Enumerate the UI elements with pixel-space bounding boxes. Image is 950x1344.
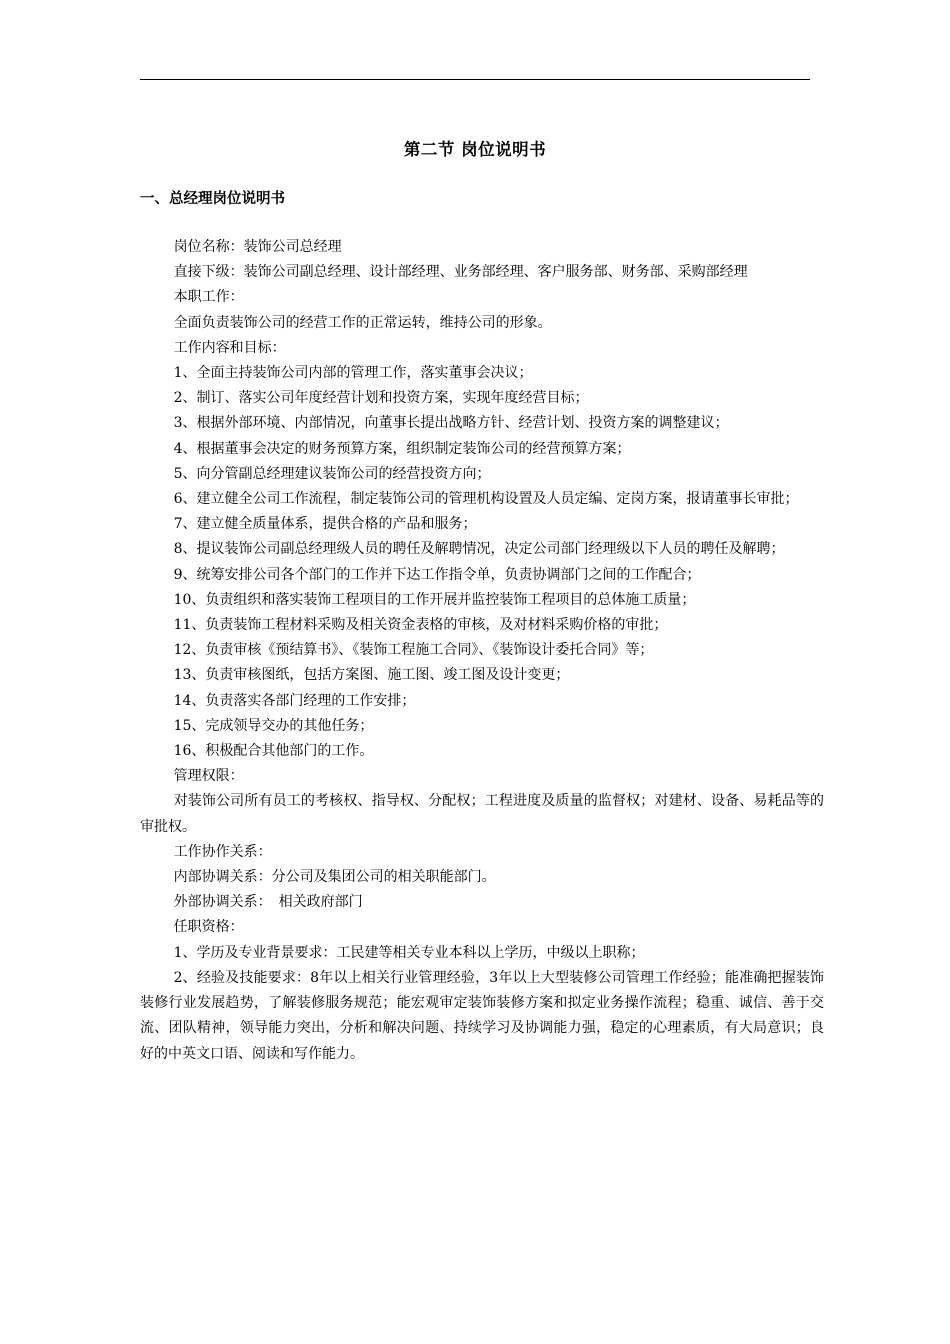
sub-heading: 一、总经理岗位说明书 [140, 191, 285, 207]
paragraph-position-name: 岗位名称：装饰公司总经理 [173, 239, 342, 255]
paragraph-authority-heading: 管理权限： [173, 768, 244, 785]
list-item: 4、根据董事会决定的财务预算方案，组织制定装饰公司的经营预算方案； [173, 440, 631, 457]
list-item: 2、经验及技能要求：8年以上相关行业管理经验，3年以上大型装修公司管理工作经验；能准确把握装饰装修行业发展趋势，了解装修服务规范；能宏观审定装饰装修方案和拟定业务操作流程；稳重、诚信、善于交流、团队精神，领导能力突出，分析和解决问题、持续学习及协调能力强，稳定的心理素质，有大局意识；良好的中英文口语、阅读和写作能力。 [140, 969, 824, 1062]
list-item: 10、负责组织和落实装饰工程项目的工作开展并监控装饰工程项目的总体施工质量； [173, 591, 696, 608]
paragraph-qualification-heading: 任职资格： [173, 919, 244, 936]
list-item: 13、负责审核图纸，包括方案图、施工图、竣工图及设计变更； [173, 667, 570, 684]
paragraph-cooperation-heading: 工作协作关系： [173, 843, 272, 860]
list-item: 3、根据外部环境、内部情况，向董事长提出战略方针、经营计划、投资方案的调整建议； [173, 415, 729, 432]
paragraph-duty: 全面负责装饰公司的经营工作的正常运转，维持公司的形象。 [173, 314, 552, 331]
list-item: 15、完成领导交办的其他任务； [173, 717, 374, 734]
paragraph-external-coordination: 外部协调关系： 相关政府部门 [173, 894, 363, 911]
list-item: 1、学历及专业背景要求：工民建等相关专业本科以上学历，中级以上职称； [173, 944, 645, 961]
list-item: 16、积极配合其他部门的工作。 [173, 743, 374, 760]
header-rule [140, 79, 810, 80]
paragraph-authority: 对装饰公司所有员工的考核权、指导权、分配权；工程进度及质量的监督权；对建材、设备、易耗品等的审批权。 [140, 793, 824, 835]
list-item: 9、统筹安排公司各个部门的工作并下达工作指令单，负责协调部门之间的工作配合； [173, 566, 701, 583]
list-item: 7、建立健全质量体系，提供合格的产品和服务； [173, 516, 477, 533]
list-item: 5、向分管副总经理建议装饰公司的经营投资方向； [173, 465, 491, 482]
list-item: 2、制订、落实公司年度经营计划和投资方案，实现年度经营目标； [173, 390, 589, 407]
list-item: 14、负责落实各部门经理的工作安排； [173, 692, 416, 709]
list-item: 11、负责装饰工程材料采购及相关资金表格的审核，及对材料采购价格的审批； [173, 617, 668, 634]
document-body [140, 235, 824, 1067]
paragraph-internal-coordination: 内部协调关系：分公司及集团公司的相关职能部门。 [173, 869, 496, 886]
paragraph-duty-heading: 本职工作： [173, 289, 244, 306]
list-item: 1、全面主持装饰公司内部的管理工作，落实董事会决议； [173, 365, 533, 382]
list-item: 8、提议装饰公司副总经理级人员的聘任及解聘情况，决定公司部门经理级以下人员的聘任及解聘； [173, 541, 785, 558]
paragraph-direct-reports: 直接下级：装饰公司副总经理、设计部经理、业务部经理、客户服务部、财务部、采购部经理 [173, 264, 748, 281]
section-title: 第二节 岗位说明书 [403, 140, 547, 159]
paragraph-goals-heading: 工作内容和目标： [173, 339, 286, 356]
list-item: 6、建立健全公司工作流程，制定装饰公司的管理机构设置及人员定编、定岗方案，报请董事长审批； [173, 491, 799, 508]
list-item: 12、负责审核《预结算书》、《装饰工程施工合同》、《装饰设计委托合同》等； [173, 642, 654, 659]
